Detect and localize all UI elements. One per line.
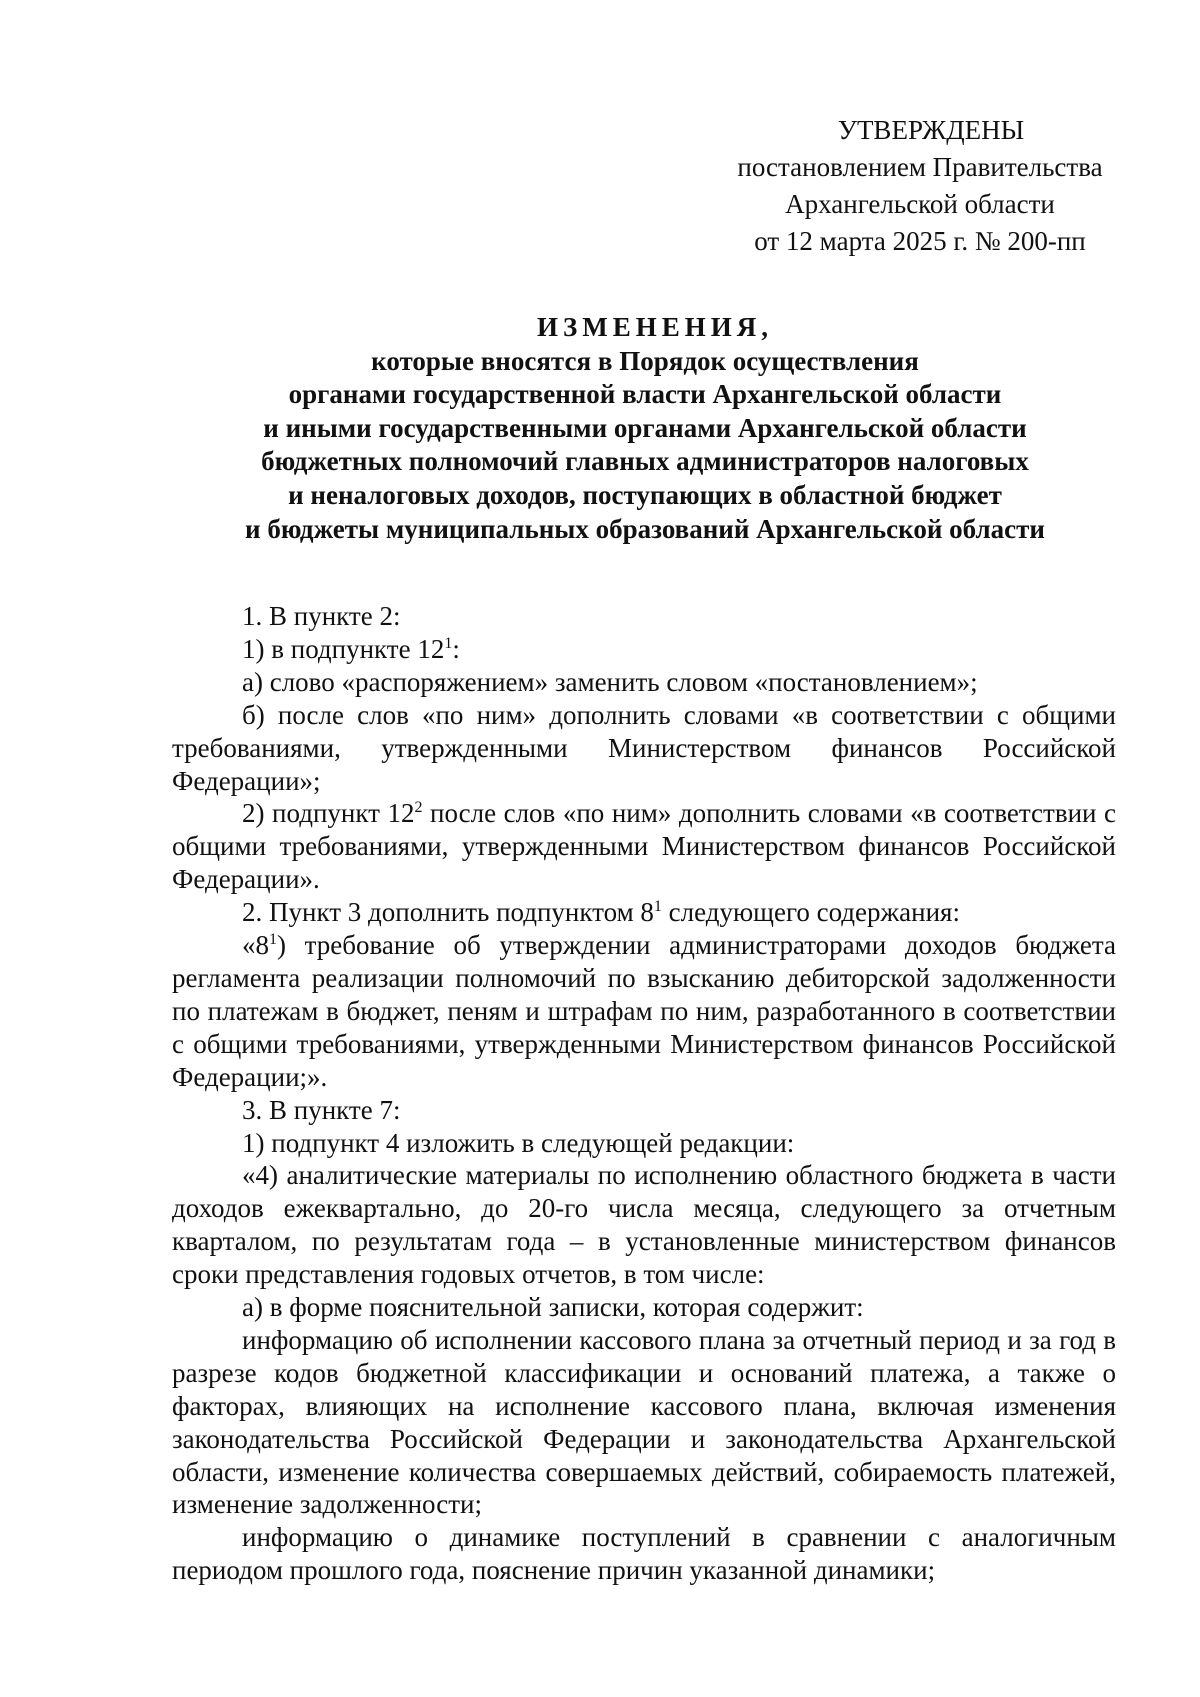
title-line: которые вносятся в Порядок осуществления (371, 345, 919, 376)
paragraph-text: 2) подпункт 12 (242, 798, 415, 829)
approval-line: постановлением Правительства (737, 152, 1103, 182)
paragraph (172, 896, 1116, 929)
paragraph-text: следующего содержания: (661, 897, 960, 928)
superscript: 1 (444, 634, 453, 652)
paragraph: информацию о динамике поступлений в сравнении с аналогичным периодом прошлого года, пояснение причин указанной динамики; (172, 1522, 1116, 1586)
document-title (170, 311, 1120, 546)
superscript: 1 (653, 898, 662, 916)
paragraph-text: : (452, 633, 460, 664)
title-line: и неналоговых доходов, поступающих в областной бюджет (288, 479, 1002, 510)
paragraph: а) слово «распоряжением» заменить словом «постановлением»; (242, 666, 978, 697)
paragraph: б) после слов «по ним» дополнить словами «в соответствии с общими требованиями, утвержденными Министерством финансов Российской Федерации»; (172, 699, 1116, 796)
paragraph-text: 1) в подпункте 12 (242, 633, 445, 664)
approval-line: Архангельской области (785, 189, 1055, 219)
paragraph: «4) аналитические материалы по исполнению областного бюджета в части доходов ежеквартально, до 20-го числа месяца, следующего за отчетным кварталом, по результатам года – в установленные министерством финансов сроки представления годовых отчетов, в том числе: (172, 1160, 1116, 1290)
paragraph (172, 797, 1116, 896)
document-body (172, 600, 1116, 1587)
paragraph-text: ) требование об утверждении администраторами доходов бюджета регламента реализации полномочий по взысканию дебиторской задолженности по платежам в бюджет, пеням и штрафам по ним, разработанного в соответствии с общими требованиями, утвержденными Министерством финансов Российской Федерации;». (172, 930, 1116, 1092)
paragraph (172, 633, 1116, 666)
superscript: 2 (414, 799, 423, 817)
title-heading: ИЗМЕНЕНИЯ, (536, 312, 773, 342)
paragraph-text: «8 (242, 930, 269, 961)
title-line: и бюджеты муниципальных образований Архангельской области (245, 513, 1045, 544)
paragraph (172, 929, 1116, 1094)
approval-stamp (730, 112, 1110, 260)
title-line: бюджетных полномочий главных администраторов налоговых (261, 446, 1029, 477)
paragraph: 3. В пункте 7: (242, 1094, 401, 1125)
approval-date: от 12 марта 2025 г. № 200-пп (754, 226, 1086, 256)
approval-title: УТВЕРЖДЕНЫ (837, 115, 1025, 145)
title-line: органами государственной власти Архангельской области (288, 379, 1002, 410)
paragraph: 1. В пункте 2: (242, 601, 401, 631)
paragraph: а) в форме пояснительной записки, которая содержит: (242, 1292, 864, 1323)
paragraph-text: 2. Пункт 3 дополнить подпунктом 8 (242, 897, 654, 928)
title-line: и иными государственными органами Архангельской области (263, 412, 1027, 443)
superscript: 1 (269, 931, 277, 949)
paragraph-text: после слов «по ним» дополнить словами «в соответствии с общими требованиями, утвержденными Министерством финансов Российской Федерации». (172, 798, 1117, 895)
paragraph: информацию об исполнении кассового плана за отчетный период и за год в разрезе кодов бюджетной классификации и оснований платежа, а также о факторах, влияющих на исполнение кассового плана, включая изменения законодательства Российской Федерации и законодательства Архангельской области, изменение количества совершаемых действий, собираемость платежей, изменение задолженности; (172, 1324, 1116, 1520)
paragraph: 1) подпункт 4 изложить в следующей редакции: (242, 1127, 795, 1158)
